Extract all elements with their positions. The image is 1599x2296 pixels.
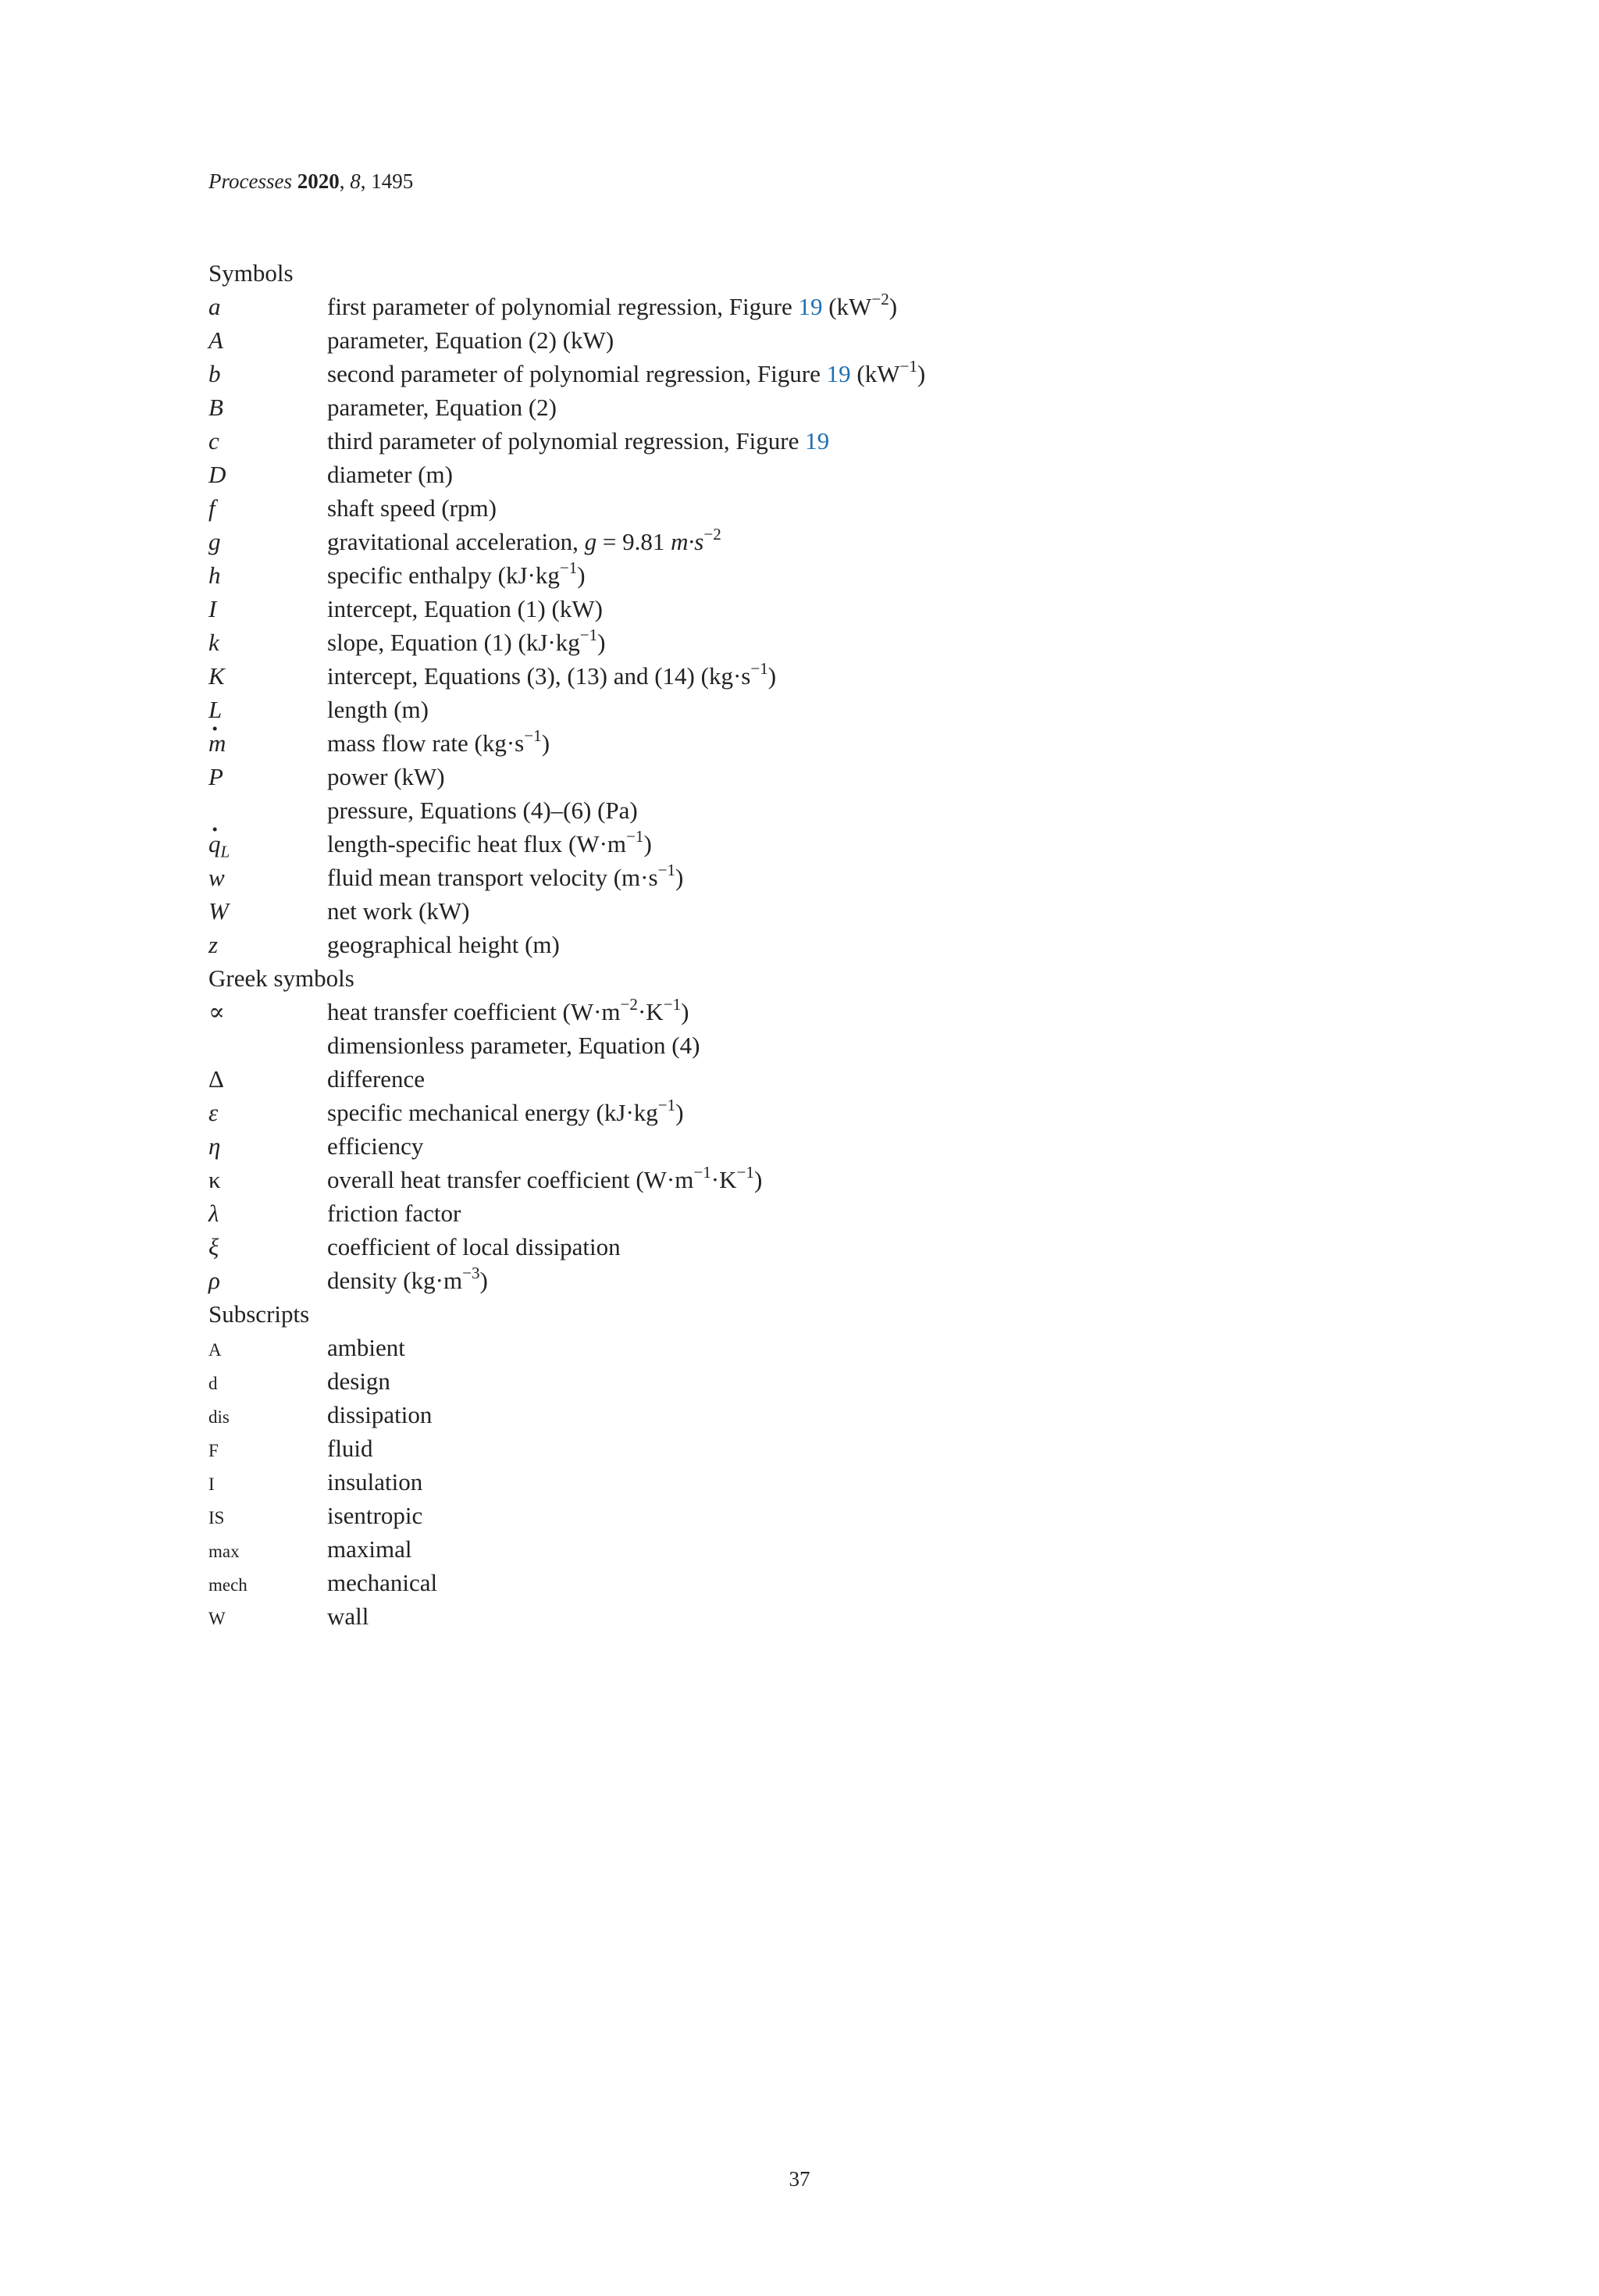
definition-cell [327,793,1380,827]
nomenclature-row [208,592,1380,626]
symbol-cell [208,1602,327,1635]
definition-cell [327,626,1380,659]
symbol-letter: ρ [208,1267,220,1294]
definition-close: ) [643,830,652,857]
definition-text: third parameter of polynomial regression, Figure [327,427,806,455]
nomenclature-row [208,558,1380,592]
symbol-letter: W [208,1609,226,1628]
definition-cell [327,458,1380,491]
symbol-letter: P [208,763,223,790]
journal-year: 2020 [297,169,340,193]
definition-text: isentropic [327,1502,423,1529]
symbol-letter: A [208,1340,222,1360]
nomenclature-row [208,1062,1380,1096]
definition-cell [327,1331,1380,1364]
symbol-letter: mech [208,1575,248,1595]
definition-text: specific enthalpy (kJ·kg [327,562,560,589]
definition-text: net work (kW) [327,897,470,925]
unit-exponent: −1 [736,1162,754,1182]
running-header: Processes 2020, 8, 1495 [208,169,414,193]
symbol-cell [208,760,327,793]
definition-cell [327,1431,1380,1465]
nomenclature-row [208,290,1380,323]
symbol-cell [208,1264,327,1297]
symbol-cell [208,1434,327,1467]
symbol-letter: max [208,1542,240,1561]
formula-value: 9.81 [622,528,671,555]
definition-unit: ·K [710,1166,737,1193]
definition-cell [327,1096,1380,1129]
symbol-letter: F [208,1441,219,1460]
nomenclature-row [208,1196,1380,1230]
definition-cell [327,659,1380,693]
definition-cell [327,1163,1380,1196]
unit-exponent: −1 [559,558,578,577]
symbol-letter: ε [208,1099,219,1126]
definition-cell [327,1264,1380,1297]
definition-close: ) [479,1267,488,1294]
symbol-letter: c [208,427,219,455]
formula-equals: = [597,528,623,555]
symbol-letter: I [208,595,217,622]
definition-text: density (kg·m [327,1267,463,1294]
definition-close: ) [675,1099,684,1126]
definition-text: specific mechanical energy (kJ·kg [327,1099,658,1126]
symbol-letter: A [208,326,223,354]
definition-text: fluid [327,1435,373,1462]
nomenclature-row [208,1096,1380,1129]
unit-exponent: −2 [620,994,638,1014]
definition-cell [327,1465,1380,1499]
symbol-cell [208,1230,327,1264]
symbol-cell [208,726,327,760]
nomenclature-row [208,995,1380,1029]
symbol-cell [208,1096,327,1129]
definition-text: efficiency [327,1132,424,1160]
definition-text: intercept, Equation (1) (kW) [327,595,603,622]
definition-cell [327,390,1380,424]
symbol-letter: κ [208,1166,221,1193]
definition-cell [327,928,1380,961]
definition-text: dimensionless parameter, Equation (4) [327,1032,700,1059]
definition-cell [327,1566,1380,1599]
symbol-letter: k [208,629,219,656]
symbol-cell [208,323,327,357]
definition-text: power (kW) [327,763,445,790]
symbol-cell [208,1062,327,1096]
definition-cell [327,995,1380,1029]
symbol-letter: K [208,662,225,690]
symbol-letter: dis [208,1407,230,1427]
subscripts-heading: Subscripts [208,1300,310,1328]
symbol-letter: f [208,494,215,522]
definition-cell [327,491,1380,525]
definition-unit: ·K [637,998,664,1025]
definition-text: coefficient of local dissipation [327,1233,621,1260]
symbol-cell [208,928,327,961]
definition-close: ) [597,629,606,656]
definition-text: pressure, Equations (4)–(6) (Pa) [327,797,638,824]
definition-text: ambient [327,1334,405,1361]
definition-cell [327,323,1380,357]
definition-close: ) [577,562,586,589]
definition-cell [327,693,1380,726]
nomenclature-row [208,1264,1380,1297]
symbol-cell [208,1568,327,1602]
symbol-letter: b [208,360,221,387]
figure-link: 19 [798,293,823,320]
nomenclature-row [208,1398,1380,1431]
symbol-cell [208,357,327,390]
symbol-letter: ∝ [208,998,225,1025]
symbol-cell [208,861,327,894]
nomenclature-row [208,894,1380,928]
symbol-letter: a [208,293,221,320]
symbol-letter: IS [208,1508,225,1528]
symbol-cell [208,390,327,424]
definition-text: fluid mean transport velocity (m·s [327,864,658,891]
nomenclature-row [208,760,1380,793]
definition-cell [327,1532,1380,1566]
symbols-heading: Symbols [208,259,294,287]
symbol-cell [208,558,327,592]
definition-close: ) [681,998,689,1025]
symbol-cell [208,1501,327,1535]
nomenclature-row [208,1566,1380,1599]
definition-close: ) [753,1166,763,1193]
nomenclature-row [208,1163,1380,1196]
symbol-cell [208,693,327,726]
nomenclature [208,256,1380,1633]
definition-cell [327,592,1380,626]
symbol-letter: ξ [208,1233,219,1260]
definition-text: maximal [327,1535,412,1563]
definition-text: design [327,1367,390,1395]
unit-exponent: −1 [663,994,682,1014]
symbol-cell [208,290,327,323]
symbol-letter: η [208,1132,221,1160]
symbol-letter: B [208,394,223,421]
definition-text: insulation [327,1468,423,1496]
definition-text: geographical height (m) [327,931,560,958]
nomenclature-row [208,1129,1380,1163]
symbol-subscript: L [220,842,230,861]
nomenclature-row [208,1364,1380,1398]
symbol-cell [208,458,327,491]
nomenclature-row [208,1599,1380,1633]
definition-text: parameter, Equation (2) [327,394,557,421]
definition-text: slope, Equation (1) (kJ·kg [327,629,580,656]
symbol-cell [208,894,327,928]
symbol-letter: h [208,562,221,589]
unit-exponent: −3 [462,1263,480,1282]
definition-close: ) [767,662,777,690]
nomenclature-row [208,1499,1380,1532]
definition-text: heat transfer coefficient (W·m [327,998,621,1025]
definition-text: overall heat transfer coefficient (W·m [327,1166,694,1193]
definition-close: ) [675,864,684,891]
definition-cell [327,1129,1380,1163]
definition-text: first parameter of polynomial regression, Figure [327,293,799,320]
nomenclature-row [208,525,1380,558]
nomenclature-row [208,659,1380,693]
symbol-cell [208,827,327,861]
formula-unit: m·s [671,528,704,555]
symbol-letter: Δ [208,1065,224,1093]
definition-close: ) [917,360,926,387]
greek-symbols-list [208,995,1380,1297]
definition-text: shaft speed (rpm) [327,494,497,522]
journal-volume: 8 [350,169,361,193]
unit-exponent: −1 [579,625,598,644]
symbol-cell [208,1400,327,1434]
nomenclature-row [208,1029,1380,1062]
nomenclature-row [208,1431,1380,1465]
symbol-letter: L [208,696,223,723]
symbol-cell [208,1333,327,1367]
definition-cell [327,558,1380,592]
unit-exponent: −2 [871,289,889,308]
symbol-cell [208,1163,327,1196]
definition-cell [327,1364,1380,1398]
definition-cell [327,1029,1380,1062]
definition-cell [327,894,1380,928]
symbol-cell [208,1129,327,1163]
symbol-cell [208,424,327,458]
nomenclature-row [208,693,1380,726]
definition-cell [327,827,1380,861]
definition-cell [327,760,1380,793]
nomenclature-row [208,726,1380,760]
symbol-cell [208,491,327,525]
definition-cell [327,1499,1380,1532]
definition-text: wall [327,1603,369,1630]
nomenclature-row [208,491,1380,525]
subscripts-list [208,1331,1380,1633]
symbol-letter: d [208,1374,218,1393]
nomenclature-row [208,424,1380,458]
nomenclature-row [208,390,1380,424]
definition-close: ) [541,729,550,757]
definition-text: second parameter of polynomial regression, Figure [327,360,827,387]
nomenclature-row [208,793,1380,827]
symbols-list [208,290,1380,961]
symbol-cell [208,1535,327,1568]
unit-exponent: −2 [703,524,721,544]
greek-symbols-heading: Greek symbols [208,964,354,992]
figure-link: 19 [805,427,830,455]
symbol-cell [208,995,327,1029]
symbol-letter: I [208,1474,215,1494]
nomenclature-row [208,1230,1380,1264]
definition-text: friction factor [327,1200,461,1227]
nomenclature-row [208,1465,1380,1499]
definition-text: length (m) [327,696,429,723]
definition-text: dissipation [327,1401,433,1428]
definition-unit: (kW [822,293,872,320]
nomenclature-row [208,827,1380,861]
definition-cell [327,861,1380,894]
definition-text: gravitational acceleration, [327,528,585,555]
definition-cell [327,1398,1380,1431]
formula-variable: g [584,528,597,555]
definition-text: intercept, Equations (3), (13) and (14) (kg·s [327,662,751,690]
unit-exponent: −1 [524,726,542,745]
definition-unit: (kW [850,360,900,387]
nomenclature-row [208,458,1380,491]
figure-link: 19 [826,360,851,387]
definition-text: parameter, Equation (2) (kW) [327,326,614,354]
article-number: 1495 [371,169,414,193]
symbol-letter: λ [208,1200,219,1227]
unit-exponent: −1 [626,826,644,846]
nomenclature-row [208,1532,1380,1566]
symbol-cell [208,1196,327,1230]
symbol-letter: w [208,864,225,891]
definition-text: difference [327,1065,426,1093]
nomenclature-row [208,861,1380,894]
unit-exponent: −1 [750,658,768,678]
symbol-cell [208,1367,327,1400]
definition-cell [327,1599,1380,1633]
unit-exponent: −1 [899,356,917,376]
symbol-letter: · q [208,827,221,861]
symbol-letter: z [208,931,219,958]
nomenclature-row [208,357,1380,390]
definition-cell [327,726,1380,760]
symbol-letter: W [208,897,229,925]
symbol-cell [208,659,327,693]
symbol-letter: g [208,528,221,555]
definition-cell [327,290,1380,323]
definition-cell [327,357,1380,390]
definition-text: mass flow rate (kg·s [327,729,525,757]
definition-cell [327,424,1380,458]
symbol-cell [208,626,327,659]
nomenclature-row [208,1331,1380,1364]
definition-close: ) [889,293,898,320]
unit-exponent: −1 [657,860,675,879]
journal-name: Processes [208,169,292,193]
definition-cell [327,1062,1380,1096]
nomenclature-row [208,626,1380,659]
nomenclature-row [208,928,1380,961]
page-number: 37 [789,2167,810,2191]
symbol-cell [208,525,327,558]
symbol-cell [208,592,327,626]
symbol-letter: D [208,461,226,488]
definition-cell [327,525,1380,558]
nomenclature-row [208,323,1380,357]
definition-cell [327,1230,1380,1264]
definition-text: mechanical [327,1569,438,1596]
unit-exponent: −1 [657,1095,676,1114]
definition-text: diameter (m) [327,461,453,488]
symbol-letter: · m [208,726,226,760]
symbol-cell [208,1467,327,1501]
definition-cell [327,1196,1380,1230]
unit-exponent: −1 [693,1162,711,1182]
definition-text: length-specific heat flux (W·m [327,830,627,857]
